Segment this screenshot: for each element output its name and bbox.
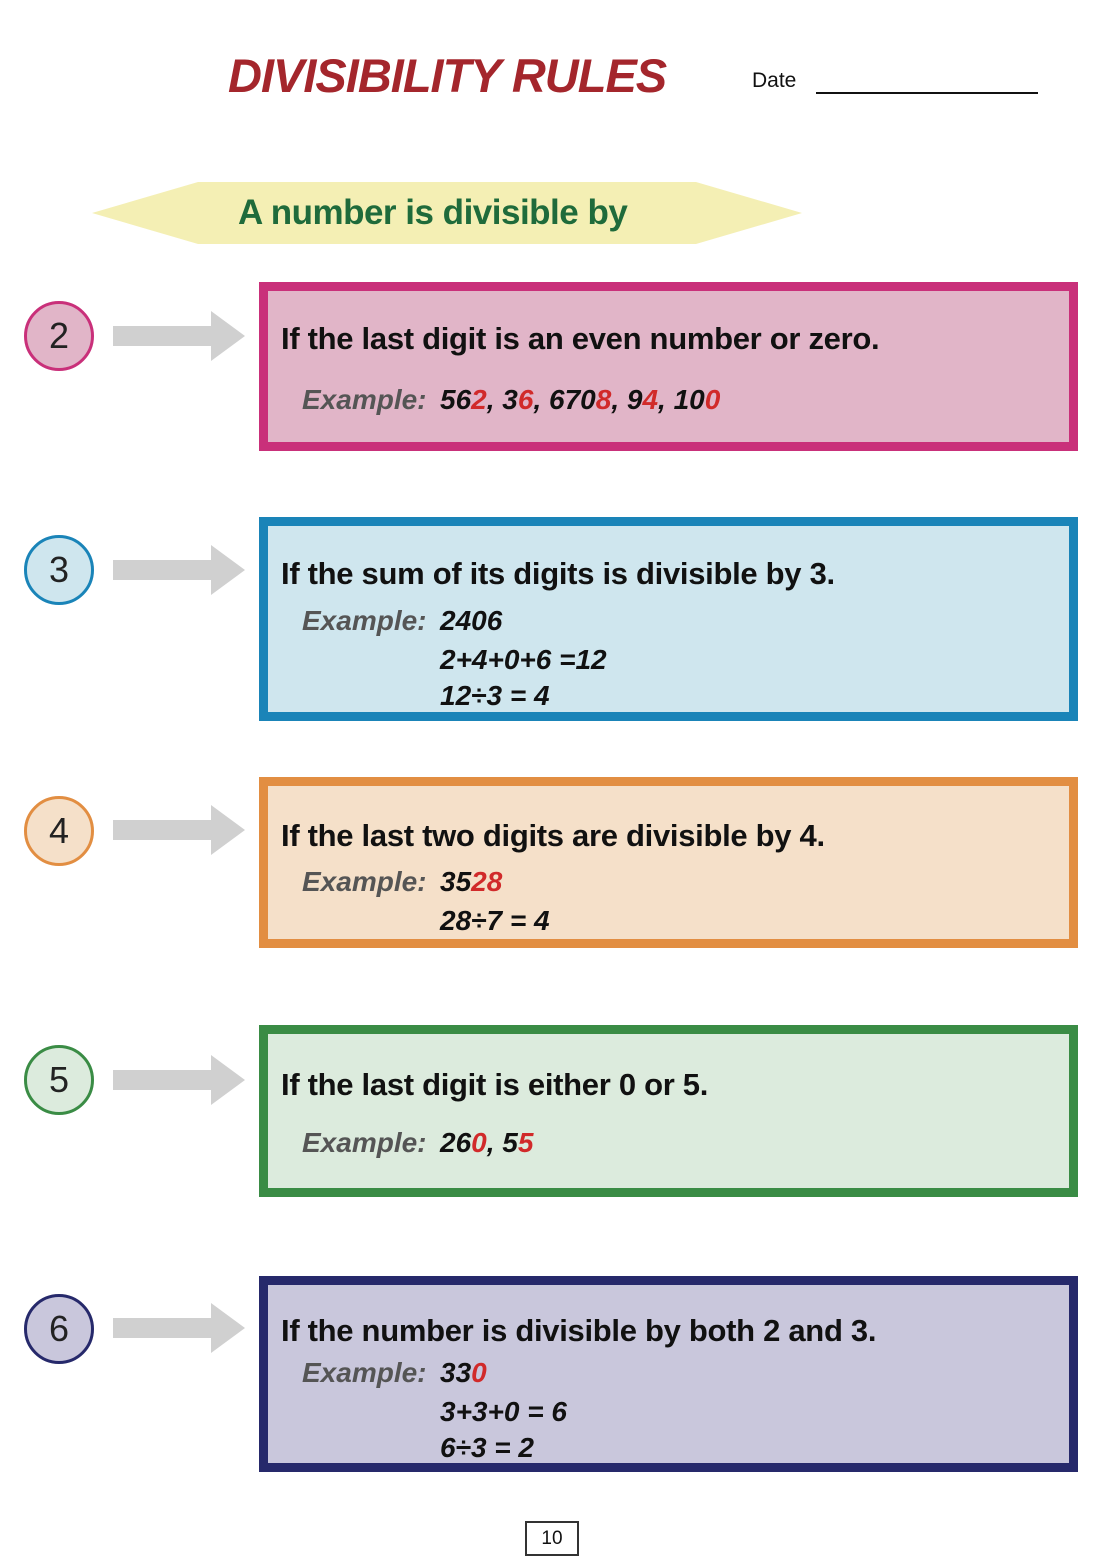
rule-text: If the sum of its digits is divisible by 3. bbox=[281, 556, 835, 591]
example-line bbox=[440, 604, 502, 638]
example-label: Example: bbox=[302, 866, 427, 897]
page-title: DIVISIBILITY RULES bbox=[228, 49, 667, 102]
divisor-circle-2: 2 bbox=[24, 301, 94, 371]
highlighted-digit: 0 bbox=[704, 384, 721, 415]
rule-text: If the last digit is an even number or zero. bbox=[281, 321, 880, 356]
highlighted-digit: 6 bbox=[517, 384, 534, 415]
page-number: 10 bbox=[525, 1521, 579, 1556]
highlighted-digit: 0 bbox=[471, 1127, 487, 1158]
divisor-circle-3: 3 bbox=[24, 535, 94, 605]
example-line bbox=[440, 1395, 567, 1429]
example-text: , 670 bbox=[533, 384, 596, 415]
highlighted-digit: 8 bbox=[595, 384, 612, 415]
example-line bbox=[440, 1356, 487, 1390]
highlighted-digit: 4 bbox=[642, 384, 659, 415]
highlighted-digit: 0 bbox=[471, 1357, 487, 1388]
example-text: 33 bbox=[440, 1357, 472, 1388]
divisor-circle-5: 5 bbox=[24, 1045, 94, 1115]
highlighted-digit: 28 bbox=[471, 866, 503, 897]
example-label: Example: bbox=[302, 384, 427, 415]
example-text: , 10 bbox=[658, 384, 705, 415]
example-label: Example: bbox=[302, 605, 427, 636]
arrow-icon bbox=[113, 311, 245, 361]
example-text: 3+3+0 = 6 bbox=[440, 1396, 567, 1427]
example-text: 2+4+0+6 =12 bbox=[440, 644, 607, 675]
example-line bbox=[440, 1431, 534, 1465]
rule-text: If the last digit is either 0 or 5. bbox=[281, 1067, 709, 1102]
example-text: 26 bbox=[440, 1127, 472, 1158]
arrow-icon bbox=[113, 805, 245, 855]
banner-text: A number is divisible by bbox=[238, 193, 628, 232]
rule-text: If the last two digits are divisible by 4. bbox=[281, 818, 825, 853]
example-text: 6÷3 = 2 bbox=[440, 1432, 534, 1463]
highlighted-digit: 5 bbox=[517, 1127, 534, 1158]
example-text: 12÷3 = 4 bbox=[440, 680, 550, 711]
example-line bbox=[440, 865, 502, 899]
example-line bbox=[440, 643, 607, 677]
divisor-circle-4: 4 bbox=[24, 796, 94, 866]
divisor-circle-6: 6 bbox=[24, 1294, 94, 1364]
rule-box-2 bbox=[259, 282, 1078, 451]
example-text: 35 bbox=[440, 866, 472, 897]
example-text: , 3 bbox=[486, 384, 518, 415]
example-text: 28÷7 = 4 bbox=[440, 905, 550, 936]
arrow-icon bbox=[113, 545, 245, 595]
date-label: Date bbox=[752, 69, 797, 92]
example-label: Example: bbox=[302, 1357, 427, 1388]
highlighted-digit: 2 bbox=[471, 384, 487, 415]
rule-box-5 bbox=[259, 1025, 1078, 1197]
example-label: Example: bbox=[302, 1127, 427, 1158]
example-line bbox=[440, 1126, 533, 1160]
arrow-icon bbox=[113, 1055, 245, 1105]
date-input-line[interactable] bbox=[816, 92, 1038, 94]
example-text: , 5 bbox=[486, 1127, 518, 1158]
example-line bbox=[440, 383, 720, 417]
example-text: 2406 bbox=[440, 605, 503, 636]
example-line bbox=[440, 679, 550, 713]
rule-text: If the number is divisible by both 2 and 3. bbox=[281, 1313, 877, 1348]
example-line bbox=[440, 904, 550, 938]
rule-box-3 bbox=[259, 517, 1078, 721]
example-text: , 9 bbox=[611, 384, 643, 415]
rule-box-4 bbox=[259, 777, 1078, 948]
arrow-icon bbox=[113, 1303, 245, 1353]
intro-banner bbox=[92, 182, 802, 244]
example-text: 56 bbox=[440, 384, 472, 415]
rule-box-6 bbox=[259, 1276, 1078, 1472]
